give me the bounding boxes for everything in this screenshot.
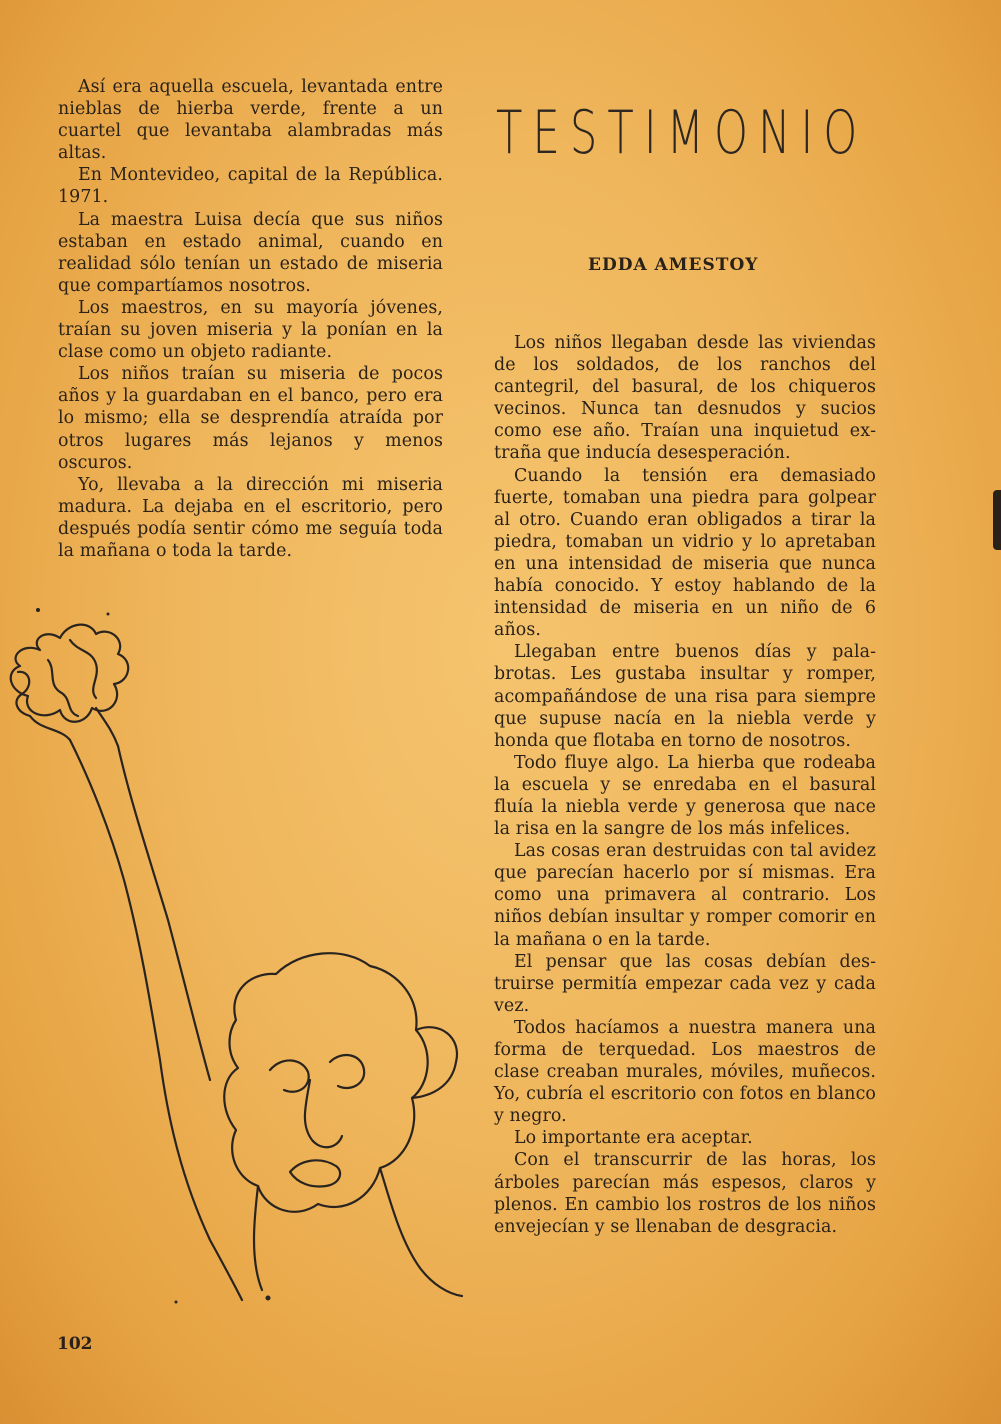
page-number: 102 [57, 1334, 93, 1354]
left-text-column [58, 76, 443, 562]
line-drawing-illustration [0, 600, 480, 1320]
right-text-column [494, 332, 876, 1238]
paragraph: Todos hacíamos a nuestra manera una forma de terquedad. Los maestros de clase creaban murales, móviles, muñecos. Yo, cubría el escritorio con fotos en blanco y negro. [494, 1017, 876, 1127]
arm-line [70, 740, 242, 1300]
paragraph: Las cosas eran destruidas con tal avidez que parecían hacerlo por sí mismas. Era como una primavera al contrario. Los niños debían insultar y romper comorir en la mañana o en la tarde. [494, 841, 876, 950]
page-edge-mark [993, 490, 1001, 550]
paragraph: Los maestros, en su mayoría jóvenes, traían su joven miseria y la ponían en la clase como un objeto radiante. [58, 297, 443, 363]
paragraph: Llegaban entre buenos días y palabrotas. Les gustaba insultar y romper, acompañándose de una risa para siempre que supuse nacía en la niebla verde y honda que flotaba en torno de nosotros. [494, 642, 876, 751]
paragraph: La maestra Luisa decía que sus niños estaban en estado animal, cuando en realidad sólo tenían un estado de miseria que compartíamos nosotros. [58, 209, 443, 296]
paragraph: Cuando la tensión era demasiado fuerte, tomaban una piedra para golpear al otro. Cuando eran obligados a tirar la piedra, tomaban un vidrio y lo apretaban en una intensidad de miseria que nunca había conocido. Y estoy hablando de la intensidad de miseria en un niño de 6 años. [494, 465, 876, 641]
paragraph: Los niños traían su miseria de pocos años y la guardaban en el banco, pero era lo mismo; ella se desprendía atraída por otros lugares más lejanos y menos oscuros. [58, 364, 443, 473]
paragraph: El pensar que las cosas debían destruirse permitía empezar cada vez y cada vez. [494, 951, 876, 1016]
paragraph: Así era aquella escuela, levantada entre nieblas de hierba verde, frente a un cuartel que levantaba alambradas más altas. [58, 77, 443, 164]
author-name: EDDA AMESTOY [588, 255, 759, 275]
face-drawing [224, 953, 427, 1212]
article-title: TESTIMONIO [496, 98, 868, 168]
paragraph: Lo importante era aceptar. [514, 1128, 753, 1149]
paragraph: En Montevideo, capital de la República. 1971. [58, 165, 443, 208]
paragraph: Los niños llegaban desde las viviendas de los soldados, de los ranchos del cantegril, del basural, de los chiqueros vecinos. Nunca tan desnudos y sucios como ese año. Traían una inquietud extraña que inducía desesperación. [494, 333, 876, 464]
paragraph: Todo fluye algo. La hierba que rodeaba la escuela y se enredaba en el basural fluía la niebla verde y generosa que nace la risa en la sangre de los más infelices. [494, 752, 876, 840]
paragraph: Con el transcurrir de las horas, los árboles parecían más espesos, claros y plenos. En cambio los rostros de los niños envejecían y se llenaban de desgracia. [494, 1150, 876, 1237]
paragraph: Yo, llevaba a la dirección mi miseria madura. La dejaba en el escritorio, pero después podía sentir cómo me seguía toda la mañana o toda la tarde. [58, 474, 443, 561]
